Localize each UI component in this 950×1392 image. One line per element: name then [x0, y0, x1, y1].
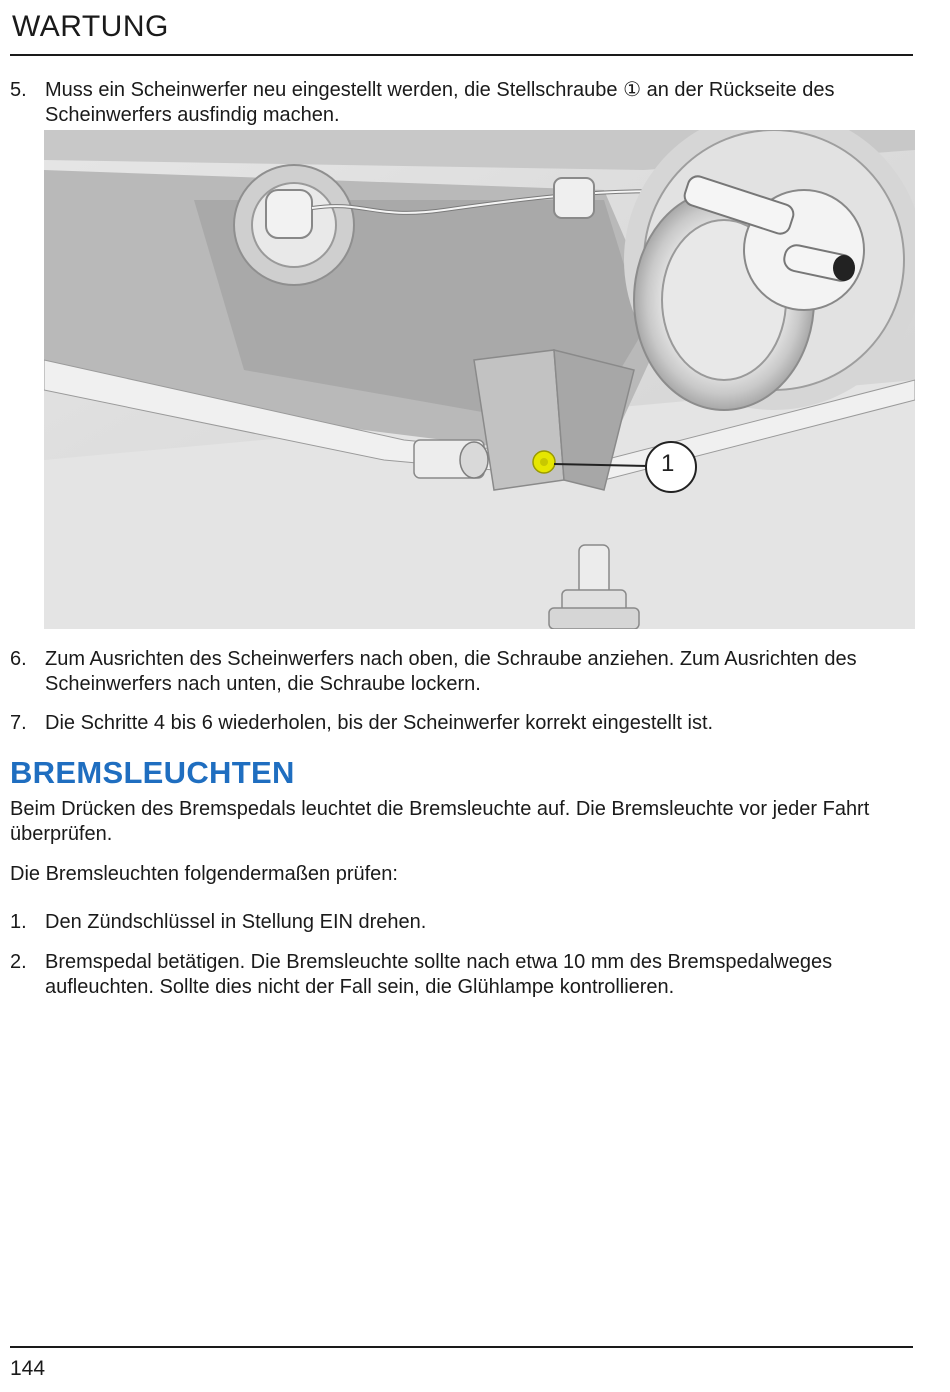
- step-number: 2.: [10, 951, 27, 973]
- headlamp-adjustment-figure: [44, 130, 915, 629]
- header-rule: [10, 54, 913, 56]
- section-intro: Beim Drücken des Bremspedals leuchtet die Bremsleuchte auf. Die Bremsleuchte vor jeder Fahrt überprüfen.: [10, 798, 870, 845]
- footer-rule: [10, 1346, 913, 1348]
- step-5: [10, 78, 900, 128]
- step-7: [10, 711, 900, 736]
- step-number: 6.: [10, 648, 27, 670]
- section-lead: Die Bremsleuchten folgendermaßen prüfen:: [10, 863, 398, 885]
- step-text: Die Schritte 4 bis 6 wiederholen, bis der Scheinwerfer korrekt eingestellt ist.: [45, 712, 714, 734]
- brake-step-1: [10, 910, 900, 935]
- brake-step-2: [10, 950, 900, 1000]
- page-header-title: WARTUNG: [12, 10, 169, 43]
- callout-label-1: 1: [661, 450, 675, 477]
- step-number: 7.: [10, 712, 27, 734]
- step-text: Muss ein Scheinwerfer neu eingestellt werden, die Stellschraube ① an der Rückseite des Scheinwerfers ausfindig machen.: [45, 79, 835, 126]
- step-number: 5.: [10, 79, 27, 101]
- step-text: Den Zündschlüssel in Stellung EIN drehen.: [45, 911, 427, 933]
- section-title-bremsleuchten: BREMSLEUCHTEN: [10, 755, 295, 790]
- step-6: [10, 647, 900, 697]
- step-text: Bremspedal betätigen. Die Bremsleuchte sollte nach etwa 10 mm des Bremspedalweges aufleuchten. Sollte dies nicht der Fall sein, die Glühlampe kontrollieren.: [45, 951, 833, 998]
- step-number: 1.: [10, 911, 27, 933]
- page-number: 144: [10, 1357, 46, 1380]
- step-text: Zum Ausrichten des Scheinwerfers nach oben, die Schraube anziehen. Zum Ausrichten des Scheinwerfers nach unten, die Schraube lockern.: [45, 648, 857, 695]
